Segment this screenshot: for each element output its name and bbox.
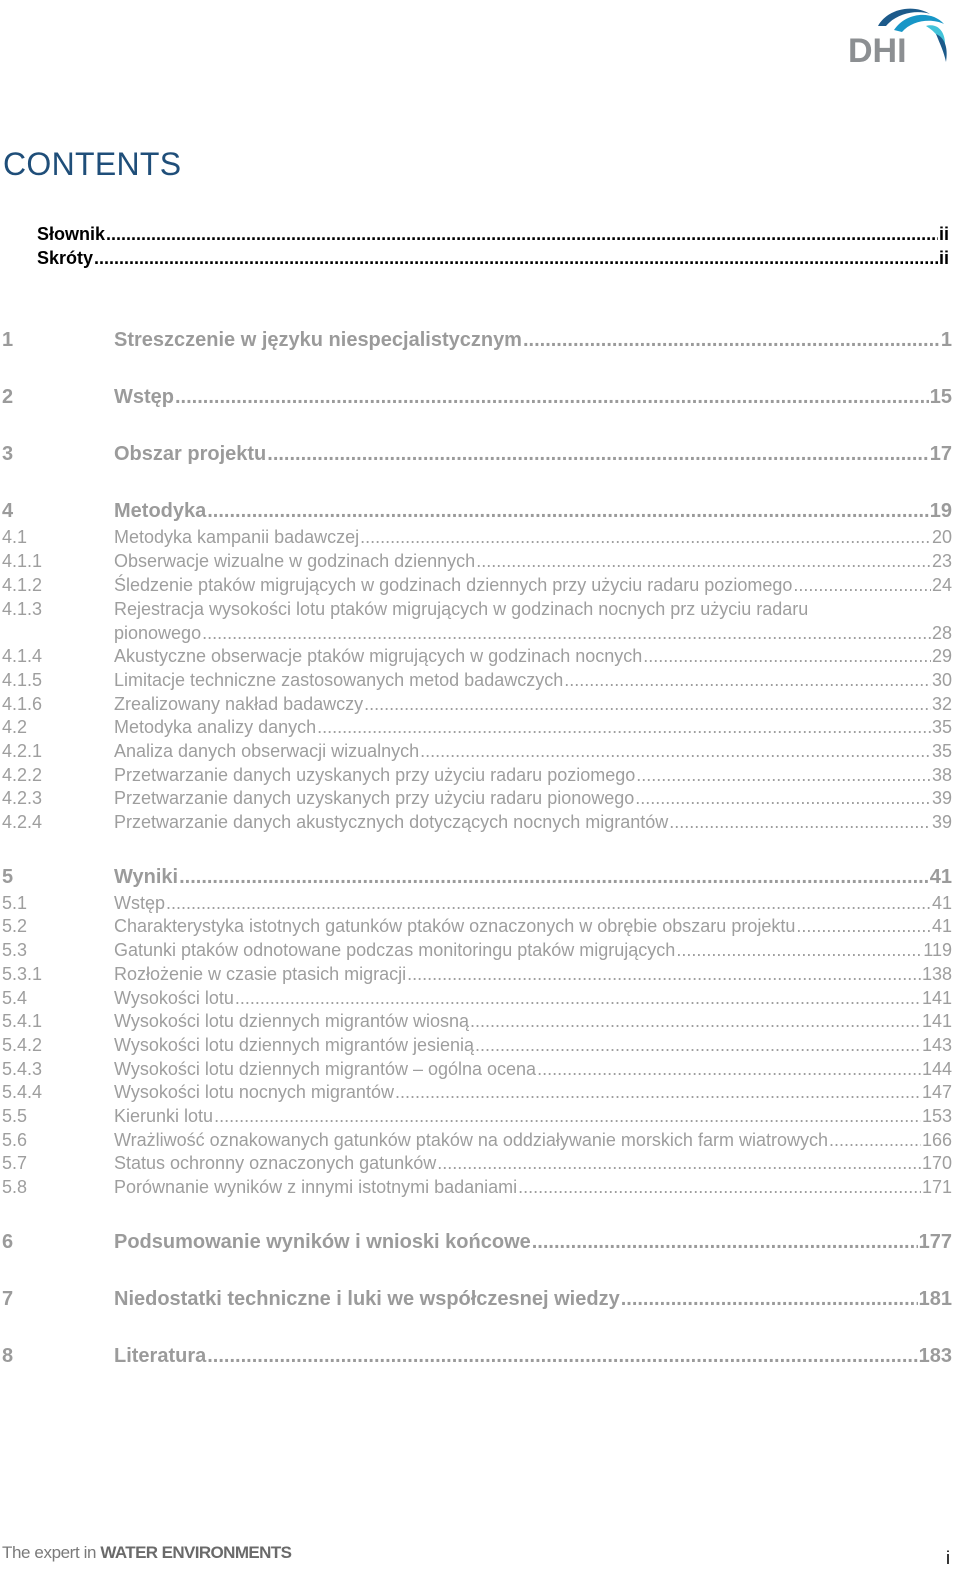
toc-entry[interactable] <box>0 1035 952 1059</box>
toc-number: 5.5 <box>2 1106 28 1126</box>
toc-entry[interactable] <box>0 1082 952 1106</box>
toc-number: 4.2.4 <box>2 812 43 832</box>
toc-title: Śledzenie ptaków migrujących w godzinach dziennych przy użyciu radaru poziomego <box>114 575 793 595</box>
leader-dots <box>207 1345 917 1368</box>
toc-title: Analiza danych obserwacji wizualnych <box>114 741 420 761</box>
toc-entry[interactable] <box>0 1288 952 1314</box>
toc-entry[interactable] <box>0 940 952 964</box>
toc-number: 5 <box>2 866 14 888</box>
toc-entry[interactable] <box>0 386 952 412</box>
leader-dots <box>518 1177 921 1198</box>
toc-title: Streszczenie w języku niespecjalistycznym <box>114 329 522 351</box>
toc-number: 8 <box>2 1345 14 1367</box>
toc-number: 5.4.2 <box>2 1035 43 1055</box>
toc-number: 5.3.1 <box>2 964 43 984</box>
toc-number: 4.1.3 <box>2 599 43 619</box>
toc-entry[interactable] <box>0 765 952 789</box>
toc-entry[interactable] <box>0 329 952 355</box>
toc-page: 30 <box>931 670 952 690</box>
toc-page: 181 <box>918 1288 952 1310</box>
leader-dots <box>470 1011 921 1032</box>
toc-page: 141 <box>921 988 952 1008</box>
toc-title: Charakterystyka istotnych gatunków ptaków oznaczonych w obrębie obszaru projektu <box>114 916 796 936</box>
toc-entry[interactable] <box>0 551 952 575</box>
logo-text: DHI <box>848 32 907 68</box>
toc-title: Status ochronny oznaczonych gatunków <box>114 1153 437 1173</box>
leader-dots <box>175 386 929 409</box>
leader-dots <box>106 224 938 245</box>
toc-title: Wstęp <box>114 386 174 408</box>
toc-title: Podsumowanie wyników i wnioski końcowe <box>114 1231 531 1253</box>
toc-page: 23 <box>931 551 952 571</box>
toc-number: 5.8 <box>2 1177 28 1197</box>
toc-entry-body <box>114 670 952 691</box>
front-matter-label: Słownik <box>37 224 106 244</box>
toc-page: 166 <box>921 1130 952 1150</box>
toc-entry-body <box>114 551 952 572</box>
front-matter-label: Skróty <box>37 248 94 268</box>
toc-entry-body <box>114 765 952 786</box>
toc-title: Metodyka analizy danych <box>114 717 317 737</box>
toc-title: Metodyka <box>114 500 207 522</box>
toc-page: 35 <box>931 717 952 737</box>
toc-entry-body <box>114 1130 952 1151</box>
toc-number: 5.4.4 <box>2 1082 43 1102</box>
footer-brand: WATER ENVIRONMENTS <box>100 1543 292 1562</box>
toc-number: 5.2 <box>2 916 28 936</box>
toc-entry[interactable] <box>0 500 952 526</box>
toc-number: 4.1.2 <box>2 575 43 595</box>
toc-entry[interactable] <box>0 694 952 718</box>
toc-entry-body <box>114 1011 952 1032</box>
leader-dots <box>360 527 931 548</box>
toc-entry-body <box>114 741 952 762</box>
toc-entry[interactable] <box>0 1153 952 1177</box>
leader-dots <box>475 1035 921 1056</box>
toc-entry[interactable] <box>0 866 952 892</box>
toc-entry-body <box>114 717 952 738</box>
leader-dots <box>643 646 931 667</box>
toc-entry[interactable] <box>0 1011 952 1035</box>
toc-entry-body <box>114 1035 952 1056</box>
toc-entry[interactable] <box>0 988 952 1012</box>
toc-number: 7 <box>2 1288 14 1310</box>
toc-page: 15 <box>929 386 952 408</box>
toc-page: 35 <box>931 741 952 761</box>
toc-number: 2 <box>2 386 14 408</box>
toc-page: 24 <box>931 575 952 595</box>
toc-entry[interactable] <box>0 527 952 551</box>
toc-number: 5.4.3 <box>2 1059 43 1079</box>
toc-title: Wysokości lotu nocnych migrantów <box>114 1082 394 1102</box>
footer-prefix: The expert in <box>2 1543 97 1562</box>
toc-title: Limitacje techniczne zastosowanych metod badawczych <box>114 670 564 690</box>
leader-dots <box>537 1059 921 1080</box>
toc-title: Przetwarzanie danych uzyskanych przy użyciu radaru poziomego <box>114 765 636 785</box>
leader-dots <box>202 623 931 644</box>
leader-dots <box>523 329 940 352</box>
toc-title: Gatunki ptaków odnotowane podczas monitoringu ptaków migrujących <box>114 940 676 960</box>
toc-entry-body <box>114 964 952 985</box>
toc-number: 4.2.1 <box>2 741 43 761</box>
toc-title: Wysokości lotu <box>114 988 234 1008</box>
toc-page: 39 <box>931 812 952 832</box>
toc-entry-body <box>114 646 952 667</box>
toc-entry[interactable] <box>0 646 952 670</box>
toc-page: 39 <box>931 788 952 808</box>
toc-title: Wstęp <box>114 893 166 913</box>
toc-number: 1 <box>2 329 14 351</box>
toc-entry[interactable] <box>0 670 952 694</box>
toc-page: 138 <box>921 964 952 984</box>
toc-entry[interactable] <box>0 599 952 623</box>
toc-entry[interactable] <box>0 1177 952 1201</box>
toc-entry[interactable] <box>0 812 952 836</box>
toc-title: Przetwarzanie danych akustycznych dotyczących nocnych migrantów <box>114 812 669 832</box>
toc-number: 4.2.3 <box>2 788 43 808</box>
leader-dots <box>621 1288 918 1311</box>
leader-dots <box>207 500 929 523</box>
toc-entry-body <box>114 443 952 466</box>
toc-title: Wysokości lotu dziennych migrantów jesienią <box>114 1035 474 1055</box>
toc-entry[interactable] <box>0 893 952 917</box>
toc-page: 38 <box>931 765 952 785</box>
leader-dots <box>564 670 931 691</box>
toc-entry-body <box>114 386 952 409</box>
toc-page: 29 <box>931 646 952 666</box>
leader-dots <box>407 964 921 985</box>
toc-entry-body <box>114 812 952 833</box>
toc-number: 4.1.4 <box>2 646 43 666</box>
toc-page: 119 <box>923 940 952 960</box>
toc-entry[interactable] <box>0 916 952 940</box>
leader-dots <box>235 988 921 1009</box>
page-number: i <box>946 1548 950 1568</box>
leader-dots <box>793 575 931 596</box>
front-matter-row <box>37 248 949 272</box>
leader-dots <box>437 1153 921 1174</box>
front-matter-page: ii <box>938 224 949 244</box>
toc-title: Akustyczne obserwacje ptaków migrujących w godzinach nocnych <box>114 646 643 666</box>
toc-entry-body <box>114 1059 952 1080</box>
toc-title: Obszar projektu <box>114 443 267 465</box>
toc-number: 5.6 <box>2 1130 28 1150</box>
toc-page: 19 <box>929 500 952 522</box>
toc-page: 41 <box>931 893 952 913</box>
toc-page: 183 <box>918 1345 952 1367</box>
toc-page: 147 <box>921 1082 952 1102</box>
leader-dots <box>94 248 938 269</box>
toc-entry-body <box>114 893 952 914</box>
toc-entry-body <box>114 575 952 596</box>
toc-title: Wysokości lotu dziennych migrantów – ogólna ocena <box>114 1059 537 1079</box>
toc-entry[interactable] <box>0 1345 952 1371</box>
toc-title: Obserwacje wizualne w godzinach dziennych <box>114 551 476 571</box>
leader-dots <box>476 551 931 572</box>
toc-page: 144 <box>921 1059 952 1079</box>
toc-page: 1 <box>940 329 952 351</box>
toc-number: 4.1 <box>2 527 28 547</box>
toc-entry[interactable] <box>0 788 952 812</box>
toc-entry-body <box>114 1106 952 1127</box>
toc-entry-body <box>114 1177 952 1198</box>
toc-page: 143 <box>921 1035 952 1055</box>
toc-title: Zrealizowany nakład badawczy <box>114 694 364 714</box>
toc-entry-body <box>114 788 952 809</box>
dhi-logo <box>848 4 952 68</box>
leader-dots <box>532 1231 918 1254</box>
leader-dots <box>166 893 931 914</box>
toc-number: 4.2 <box>2 717 28 737</box>
toc-entry-body <box>114 1345 952 1368</box>
toc-number: 3 <box>2 443 14 465</box>
toc-title: Rozłożenie w czasie ptasich migracji <box>114 964 407 984</box>
toc-title: Metodyka kampanii badawczej <box>114 527 360 547</box>
toc-entry[interactable] <box>0 1231 952 1257</box>
toc-entry-body <box>114 1153 952 1174</box>
front-matter-row <box>37 224 949 248</box>
toc-title: Wyniki <box>114 866 179 888</box>
toc-page: 153 <box>921 1106 952 1126</box>
toc-number: 5.3 <box>2 940 28 960</box>
leader-dots <box>669 812 931 833</box>
toc-entry[interactable] <box>0 964 952 988</box>
toc-entry-body <box>114 940 952 961</box>
leader-dots <box>635 788 931 809</box>
toc-entry-body <box>114 329 952 352</box>
leader-dots <box>267 443 928 466</box>
toc-number: 5.4.1 <box>2 1011 43 1031</box>
toc-entry[interactable] <box>0 443 952 469</box>
toc-entry[interactable] <box>0 575 952 599</box>
front-matter-page: ii <box>938 248 949 268</box>
toc-page: 20 <box>931 527 952 547</box>
footer-tagline <box>2 1543 291 1563</box>
toc-page: 41 <box>929 866 952 888</box>
logo-wave-tail-icon <box>936 34 947 62</box>
toc-title: Wysokości lotu dziennych migrantów wiosną <box>114 1011 469 1031</box>
leader-dots <box>676 940 922 961</box>
toc-page: 170 <box>921 1153 952 1173</box>
leader-dots <box>364 694 931 715</box>
leader-dots <box>214 1106 921 1127</box>
leader-dots <box>796 916 931 937</box>
leader-dots <box>636 765 931 786</box>
toc-number: 4 <box>2 500 14 522</box>
toc-entry-body <box>114 599 952 620</box>
toc-page: 177 <box>918 1231 952 1253</box>
toc-page: 171 <box>921 1177 952 1197</box>
toc-title: Rejestracja wysokości lotu ptaków migrujących w godzinach nocnych prz użyciu radaru <box>114 599 809 619</box>
toc-entry[interactable] <box>0 741 952 765</box>
toc-page: 32 <box>931 694 952 714</box>
leader-dots <box>179 866 929 889</box>
toc-number: 4.1.5 <box>2 670 43 690</box>
toc-entry[interactable] <box>0 1130 952 1154</box>
toc-number: 4.2.2 <box>2 765 43 785</box>
toc-title: Porównanie wyników z innymi istotnymi badaniami <box>114 1177 518 1197</box>
toc-title: Niedostatki techniczne i luki we współczesnej wiedzy <box>114 1288 620 1310</box>
leader-dots <box>829 1130 921 1151</box>
toc-entry-body <box>114 527 952 548</box>
toc-entry-body <box>114 694 952 715</box>
leader-dots <box>395 1082 921 1103</box>
toc-title: Kierunki lotu <box>114 1106 214 1126</box>
toc-page: 141 <box>921 1011 952 1031</box>
toc-entry-body <box>114 1082 952 1103</box>
toc-title: Przetwarzanie danych uzyskanych przy użyciu radaru pionowego <box>114 788 635 808</box>
toc-entry-body <box>114 500 952 523</box>
toc-entry-continuation[interactable] <box>114 623 952 647</box>
leader-dots <box>420 741 931 762</box>
toc-number: 5.1 <box>2 893 28 913</box>
toc-entry-body <box>114 988 952 1009</box>
toc-number: 5.7 <box>2 1153 28 1173</box>
toc-entry-body <box>114 1288 952 1311</box>
toc-number: 4.1.6 <box>2 694 43 714</box>
toc-number: 4.1.1 <box>2 551 43 571</box>
toc-entry-body <box>114 1231 952 1254</box>
toc-number: 5.4 <box>2 988 28 1008</box>
toc-entry-body <box>114 866 952 889</box>
toc-entry[interactable] <box>0 1059 952 1083</box>
toc-title-continuation: pionowego <box>114 623 202 643</box>
toc-page: 41 <box>931 916 952 936</box>
toc-page: 28 <box>931 623 952 643</box>
toc-page: 17 <box>929 443 952 465</box>
page-title: CONTENTS <box>3 146 182 182</box>
toc-number: 6 <box>2 1231 14 1253</box>
toc-title: Literatura <box>114 1345 207 1367</box>
toc-title: Wrażliwość oznakowanych gatunków ptaków na oddziaływanie morskich farm wiatrowych <box>114 1130 828 1150</box>
toc-entry[interactable] <box>0 1106 952 1130</box>
toc-entry[interactable] <box>0 717 952 741</box>
toc-entry-body <box>114 916 952 937</box>
leader-dots <box>317 717 931 738</box>
